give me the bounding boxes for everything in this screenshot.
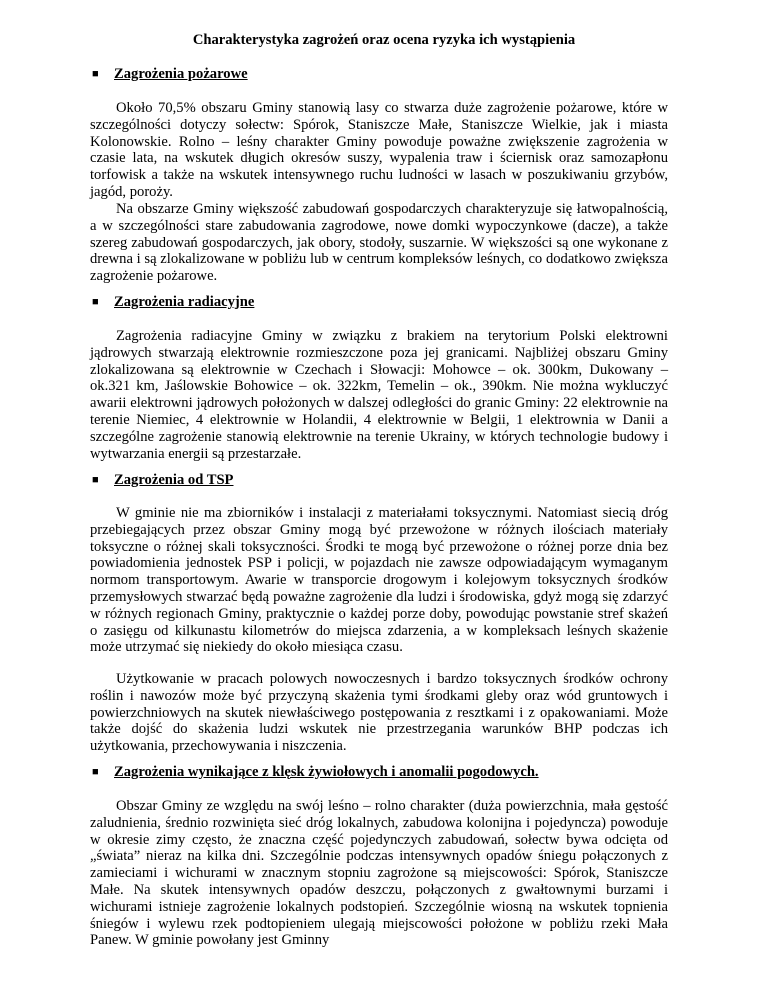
paragraph	[90, 201, 668, 285]
paragraph-text: Obszar Gminy ze względu na swój leśno – rolno charakter (duża powierzchnia, mała gęstość zaludnienia, średnio rozwinięta sieć dróg lokalnych, zabudowa kolonijna i pojedyncza) powoduje w okresie zimy często, że znaczna część pojedynczych zabudowań, sołectw bywa odcięta od „świata” nieraz na kilka dni. Szczególnie podczas intensywnych opadów śniegu połączonych z zamieciami i wichurami w znacznym stopniu zagrożone są miejscowości: Spórok, Staniszcze Małe. Na skutek intensywnych opadów deszczu, połączonych z gwałtownymi burzami i wichurami istnieje zagrożenie lokalnych podstopień. Szczególnie wiosną na wskutek topnienia śniegów i wylewu rzek podtopieniem ulegają miejscowości położone w pobliżu rzeki Mała Panew. W gminie powołany jest Gminny	[90, 798, 668, 949]
paragraph	[90, 798, 668, 949]
paragraph-text: Zagrożenia radiacyjne Gminy w związku z brakiem na terytorium Polski elektrowni jądrowych stwarzają elektrownie rozmieszczone poza jej granicami. Najbliżej obszaru Gminy zlokalizowana są elektrownie w Czechach i Słowacji: Mohowce – ok. 300km, Dukowany – ok.321 km, Jaślowskie Bohowice – ok. 322km, Temelin – ok., 390km. Nie można wykluczyć awarii elektrowni jądrowych położonych w dalszej odległości do granic Gminy: 22 elektrownie na terenie Niemiec, 4 elektrownie w Holandii, 4 elektrownie w Belgii, 1 elektrownia w Danii a szczególne zagrożenie stanowią elektrownie na terenie Ukrainy, w których technologie budowy i wytwarzania energii są przestarzałe.	[90, 328, 668, 462]
section-heading-text: Zagrożenia wynikające z klęsk żywiołowych i anomalii pogodowych.	[114, 764, 539, 780]
section-heading-radiation	[92, 294, 255, 311]
bullet-icon: ■	[92, 474, 99, 486]
paragraph-text: Użytkowanie w pracach polowych nowoczesnych i bardzo toksycznych środków ochrony roślin i nawozów może być przyczyną skażenia tymi środkami gleby oraz wód gruntowych i powierzchniowych na skutek niewłaściwego postępowania z resztkami i z opakowaniami. Może także dojść do skażenia ludzi wskutek nie przestrzegania warunków BHP podczas ich użytkowania, przechowywania i niszczenia.	[90, 671, 668, 755]
paragraph-text: Na obszarze Gminy większość zabudowań gospodarczych charakteryzuje się łatwopalnością, a w szczególności stare zabudowania zagrodowe, nowe domki wypoczynkowe (dacze), a także szereg zabudowań gospodarczych, jak obory, stodoły, suszarnie. W większości są one wykonane z drewna i są zlokalizowane w pobliżu lub w centrum kompleksów leśnych, co dodatkowo zwiększa zagrożenie pożarowe.	[90, 201, 668, 285]
section-heading-text: Zagrożenia od TSP	[114, 472, 234, 488]
paragraph-text: W gminie nie ma zbiorników i instalacji z materiałami toksycznymi. Natomiast siecią dróg przebiegających przez obszar Gminy mogą być przewożone w różnych ilościach materiały toksyczne o różnej skali toksyczności. Środki te mogą być przewożone o różnej porze dnia bez powiadomienia jednostek PSP i policji, w pojazdach nie zawsze odpowiadającym wymaganym normom transportowym. Awarie w transporcie drogowym i kolejowym toksycznych środków przemysłowych stwarzać będą poważne zagrożenie dla ludzi i środowiska, gdyż mogą się zdarzyć w różnych regionach Gminy, praktycznie o każdej porze doby, powodując powstanie stref skażeń o zasięgu od kilkunastu kilometrów do miejsca zdarzenia, a w kompleksach leśnych skażenie może utrzymać się niekiedy do około miesiąca czasu.	[90, 505, 668, 656]
section-heading-text: Zagrożenia pożarowe	[114, 66, 248, 82]
section-heading-tsp	[92, 472, 234, 489]
paragraph-text: Około 70,5% obszaru Gminy stanowią lasy co stwarza duże zagrożenie pożarowe, które w szczególności dotyczy sołectw: Spórok, Staniszcze Małe, Staniszcze Wielkie, jak i miasta Kolonowskie. Rolno – leśny charakter Gminy powoduje poważne zwiększenie zagrożenia w czasie lata, na wskutek długich okresów suszy, wypalenia traw i ściernisk oraz samozapłonu torfowisk a także na wskutek intensywnego ruchu ludności w lasach w poszukiwaniu grzybów, jagód, poroży.	[90, 100, 668, 200]
section-heading-disasters	[92, 764, 539, 781]
bullet-icon: ■	[92, 68, 99, 80]
section-heading-text: Zagrożenia radiacyjne	[114, 294, 255, 310]
paragraph	[90, 328, 668, 462]
section-heading-fire	[92, 66, 248, 83]
paragraph	[90, 671, 668, 755]
page-title: Charakterystyka zagrożeń oraz ocena ryzyka ich wystąpienia	[192, 32, 576, 48]
bullet-icon: ■	[92, 296, 99, 308]
bullet-icon: ■	[92, 766, 99, 778]
paragraph	[90, 505, 668, 656]
paragraph	[90, 100, 668, 201]
